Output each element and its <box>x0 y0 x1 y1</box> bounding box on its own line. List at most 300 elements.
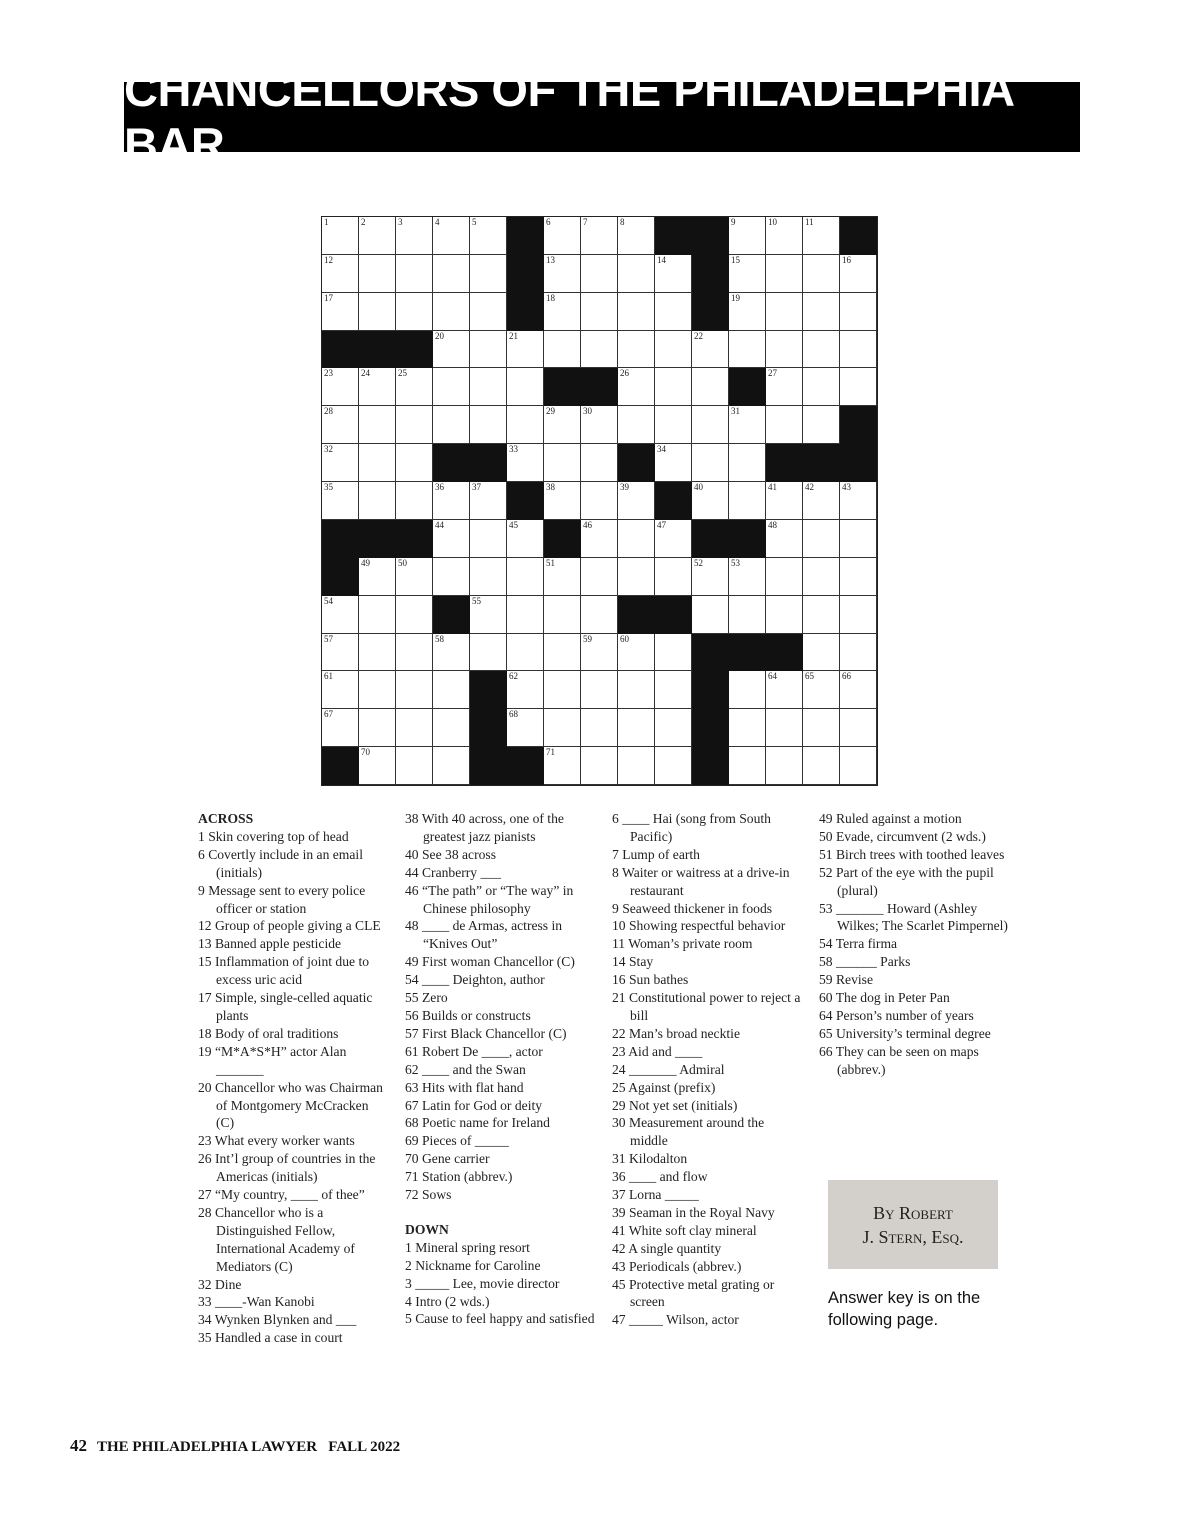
grid-cell[interactable] <box>359 482 396 520</box>
grid-cell[interactable] <box>729 444 766 482</box>
grid-cell[interactable] <box>655 634 692 672</box>
answer-key-note: Answer key is on the following page. <box>828 1289 981 1329</box>
black-square <box>655 596 692 634</box>
grid-cell[interactable] <box>766 217 803 255</box>
grid-cell[interactable] <box>544 709 581 747</box>
crossword-grid <box>321 216 878 786</box>
grid-cell[interactable] <box>729 293 766 331</box>
grid-cell[interactable] <box>544 482 581 520</box>
grid-cell[interactable] <box>729 709 766 747</box>
grid-cell[interactable] <box>544 634 581 672</box>
grid-cell[interactable] <box>507 671 544 709</box>
clue-number: 60 <box>620 633 629 644</box>
grid-cell[interactable] <box>359 709 396 747</box>
grid-cell[interactable] <box>655 709 692 747</box>
black-square <box>322 331 359 369</box>
black-square <box>692 217 729 255</box>
grid-cell[interactable] <box>766 331 803 369</box>
grid-cell[interactable] <box>618 709 655 747</box>
grid-cell[interactable] <box>359 747 396 785</box>
grid-cell[interactable] <box>396 709 433 747</box>
grid-cell[interactable] <box>581 709 618 747</box>
grid-cell[interactable] <box>433 709 470 747</box>
grid-cell[interactable] <box>803 596 840 634</box>
grid-cell[interactable] <box>581 596 618 634</box>
clue: 61 Robert De ____, actor <box>405 1043 543 1059</box>
clue-number: 62 <box>509 671 518 682</box>
grid-cell[interactable] <box>766 482 803 520</box>
grid-cell[interactable] <box>581 255 618 293</box>
clue-number: 46 <box>583 519 592 530</box>
clue-number: 57 <box>324 633 333 644</box>
clue: 18 Body of oral traditions <box>198 1025 339 1041</box>
clue-number: 4 <box>435 217 440 227</box>
grid-cell[interactable] <box>840 596 877 634</box>
clue: 9 Message sent to every police officer or station <box>198 882 366 916</box>
grid-cell[interactable] <box>803 747 840 785</box>
black-square <box>470 747 507 785</box>
grid-cell[interactable] <box>803 558 840 596</box>
grid-cell[interactable] <box>655 406 692 444</box>
grid-cell[interactable] <box>618 368 655 406</box>
black-square <box>840 217 877 255</box>
grid-cell[interactable] <box>433 482 470 520</box>
grid-cell[interactable] <box>692 596 729 634</box>
grid-cell[interactable] <box>840 634 877 672</box>
grid-cell[interactable] <box>655 444 692 482</box>
clue: 56 Builds or constructs <box>405 1007 531 1023</box>
grid-cell[interactable] <box>766 520 803 558</box>
grid-cell[interactable] <box>322 444 359 482</box>
grid-cell[interactable] <box>544 444 581 482</box>
grid-cell[interactable] <box>655 558 692 596</box>
grid-cell[interactable] <box>359 217 396 255</box>
grid-cell[interactable] <box>470 520 507 558</box>
grid-cell[interactable] <box>433 331 470 369</box>
black-square <box>470 671 507 709</box>
grid-cell[interactable] <box>766 255 803 293</box>
grid-cell[interactable] <box>322 634 359 672</box>
clue-number: 48 <box>768 519 777 530</box>
grid-cell[interactable] <box>322 709 359 747</box>
clue-number: 44 <box>435 519 444 530</box>
clue-number: 24 <box>361 368 370 379</box>
grid-cell[interactable] <box>840 368 877 406</box>
black-square <box>507 217 544 255</box>
clue-number: 66 <box>842 671 851 682</box>
grid-cell[interactable] <box>544 406 581 444</box>
grid-cell[interactable] <box>803 520 840 558</box>
grid-cell[interactable] <box>396 217 433 255</box>
grid-cell[interactable] <box>470 482 507 520</box>
grid-cell[interactable] <box>766 671 803 709</box>
grid-cell[interactable] <box>618 671 655 709</box>
clue: 31 Kilodalton <box>612 1151 688 1167</box>
grid-cell[interactable] <box>692 406 729 444</box>
grid-cell[interactable] <box>581 482 618 520</box>
grid-cell[interactable] <box>803 634 840 672</box>
grid-cell[interactable] <box>729 596 766 634</box>
grid-cell[interactable] <box>581 331 618 369</box>
grid-cell[interactable] <box>433 671 470 709</box>
grid-cell[interactable] <box>433 217 470 255</box>
black-square <box>766 444 803 482</box>
grid-cell[interactable] <box>470 368 507 406</box>
clue-number: 17 <box>324 292 333 303</box>
grid-cell[interactable] <box>618 634 655 672</box>
clue: 72 Sows <box>405 1187 452 1203</box>
grid-cell[interactable] <box>507 596 544 634</box>
grid-cell[interactable] <box>729 482 766 520</box>
black-square <box>618 596 655 634</box>
grid-cell[interactable] <box>359 671 396 709</box>
grid-cell[interactable] <box>803 482 840 520</box>
grid-cell[interactable] <box>766 558 803 596</box>
grid-cell[interactable] <box>396 444 433 482</box>
grid-cell[interactable] <box>803 406 840 444</box>
grid-cell[interactable] <box>803 293 840 331</box>
black-square <box>729 520 766 558</box>
black-square <box>692 520 729 558</box>
grid-cell[interactable] <box>359 634 396 672</box>
grid-cell[interactable] <box>692 331 729 369</box>
grid-cell[interactable] <box>433 747 470 785</box>
clue: 36 ____ and flow <box>612 1169 708 1185</box>
grid-cell[interactable] <box>581 671 618 709</box>
clue: 37 Lorna _____ <box>612 1187 699 1203</box>
grid-cell[interactable] <box>396 482 433 520</box>
clue-number: 18 <box>546 292 555 303</box>
clue-number: 51 <box>546 557 555 568</box>
grid-cell[interactable] <box>359 444 396 482</box>
grid-cell[interactable] <box>618 482 655 520</box>
grid-cell[interactable] <box>470 406 507 444</box>
clue: 2 Nickname for Caroline <box>405 1257 541 1273</box>
grid-cell[interactable] <box>470 293 507 331</box>
grid-cell[interactable] <box>507 634 544 672</box>
clue: 27 “My country, ____ of thee” <box>198 1187 365 1203</box>
clue-number: 37 <box>472 482 481 493</box>
grid-cell[interactable] <box>840 709 877 747</box>
grid-cell[interactable] <box>840 331 877 369</box>
clue: 4 Intro (2 wds.) <box>405 1293 490 1309</box>
page-title: CHANCELLORS OF THE PHILADELPHIA BAR <box>124 82 1080 152</box>
grid-cell[interactable] <box>729 406 766 444</box>
grid-cell[interactable] <box>581 634 618 672</box>
grid-cell[interactable] <box>766 596 803 634</box>
grid-cell[interactable] <box>544 217 581 255</box>
grid-cell[interactable] <box>322 368 359 406</box>
grid-cell[interactable] <box>729 747 766 785</box>
clue-number: 34 <box>657 444 666 455</box>
grid-cell[interactable] <box>618 747 655 785</box>
clue: 53 _______ Howard (Ashley Wilkes; The Scarlet Pimpernel) <box>819 900 1008 934</box>
grid-cell[interactable] <box>729 217 766 255</box>
clue: 21 Constitutional power to reject a bill <box>612 990 801 1023</box>
grid-cell[interactable] <box>618 520 655 558</box>
grid-cell[interactable] <box>507 368 544 406</box>
grid-cell[interactable] <box>655 368 692 406</box>
grid-cell[interactable] <box>396 596 433 634</box>
clue: 7 Lump of earth <box>612 846 700 862</box>
clue: 41 White soft clay mineral <box>612 1222 757 1238</box>
clue-number: 41 <box>768 482 777 493</box>
grid-cell[interactable] <box>803 709 840 747</box>
grid-cell[interactable] <box>729 255 766 293</box>
black-square <box>433 444 470 482</box>
grid-cell[interactable] <box>655 331 692 369</box>
grid-cell[interactable] <box>322 596 359 634</box>
grid-cell[interactable] <box>433 406 470 444</box>
clue: 42 A single quantity <box>612 1240 722 1256</box>
grid-cell[interactable] <box>544 596 581 634</box>
byline-box <box>828 1180 998 1269</box>
grid-cell[interactable] <box>581 406 618 444</box>
grid-cell[interactable] <box>803 331 840 369</box>
grid-cell[interactable] <box>803 671 840 709</box>
black-square <box>655 217 692 255</box>
grid-cell[interactable] <box>396 255 433 293</box>
clue: 50 Evade, circumvent (2 wds.) <box>819 828 986 844</box>
grid-cell[interactable] <box>470 634 507 672</box>
grid-cell[interactable] <box>581 747 618 785</box>
grid-cell[interactable] <box>470 217 507 255</box>
grid-cell[interactable] <box>470 558 507 596</box>
grid-cell[interactable] <box>544 331 581 369</box>
grid-cell[interactable] <box>766 406 803 444</box>
grid-cell[interactable] <box>322 671 359 709</box>
grid-cell[interactable] <box>618 255 655 293</box>
grid-cell[interactable] <box>544 293 581 331</box>
grid-cell[interactable] <box>766 709 803 747</box>
grid-cell[interactable] <box>655 293 692 331</box>
clue-number: 68 <box>509 709 518 720</box>
clue: 64 Person’s number of years <box>819 1007 974 1023</box>
grid-cell[interactable] <box>507 558 544 596</box>
black-square <box>322 747 359 785</box>
grid-cell[interactable] <box>766 293 803 331</box>
clue: 63 Hits with flat hand <box>405 1079 524 1095</box>
clue-number: 1 <box>324 217 329 227</box>
grid-cell[interactable] <box>692 368 729 406</box>
grid-cell[interactable] <box>729 671 766 709</box>
grid-cell[interactable] <box>618 558 655 596</box>
clue: 13 Banned apple pesticide <box>198 936 342 952</box>
clue-number: 16 <box>842 254 851 265</box>
grid-cell[interactable] <box>840 747 877 785</box>
clue-number: 36 <box>435 482 444 493</box>
clue: 55 Zero <box>405 990 448 1006</box>
grid-cell[interactable] <box>803 368 840 406</box>
grid-cell[interactable] <box>581 217 618 255</box>
grid-cell[interactable] <box>322 293 359 331</box>
clue-number: 11 <box>805 217 814 227</box>
grid-cell[interactable] <box>507 520 544 558</box>
clue: 39 Seaman in the Royal Navy <box>612 1204 775 1220</box>
grid-cell[interactable] <box>766 747 803 785</box>
grid-cell[interactable] <box>433 368 470 406</box>
grid-cell[interactable] <box>396 368 433 406</box>
black-square <box>507 293 544 331</box>
grid-cell[interactable] <box>470 596 507 634</box>
grid-cell[interactable] <box>729 331 766 369</box>
clue-number: 7 <box>583 217 588 227</box>
black-square <box>692 671 729 709</box>
clue: 16 Sun bathes <box>612 972 689 988</box>
black-square <box>692 255 729 293</box>
grid-cell[interactable] <box>396 558 433 596</box>
clue-number: 5 <box>472 217 477 227</box>
grid-cell[interactable] <box>544 671 581 709</box>
clue-number: 25 <box>398 368 407 379</box>
grid-cell[interactable] <box>581 558 618 596</box>
grid-cell[interactable] <box>581 520 618 558</box>
grid-cell[interactable] <box>470 255 507 293</box>
clue-column-1 <box>198 810 388 1347</box>
grid-cell[interactable] <box>618 293 655 331</box>
grid-cell[interactable] <box>433 558 470 596</box>
clue-number: 42 <box>805 482 814 493</box>
clue: 68 Poetic name for Ireland <box>405 1115 550 1131</box>
grid-cell[interactable] <box>359 368 396 406</box>
clue: 67 Latin for God or deity <box>405 1097 543 1113</box>
grid-cell[interactable] <box>359 406 396 444</box>
clue-number: 14 <box>657 254 666 265</box>
grid-cell[interactable] <box>840 671 877 709</box>
grid-cell[interactable] <box>840 520 877 558</box>
grid-cell[interactable] <box>840 255 877 293</box>
black-square <box>692 709 729 747</box>
clue: 25 Against (prefix) <box>612 1079 716 1095</box>
grid-cell[interactable] <box>359 255 396 293</box>
black-square <box>470 444 507 482</box>
grid-cell[interactable] <box>618 331 655 369</box>
black-square <box>840 444 877 482</box>
grid-cell[interactable] <box>433 634 470 672</box>
byline-line-1: By Robert <box>873 1202 953 1223</box>
page-number: 42 <box>70 1436 87 1455</box>
grid-cell[interactable] <box>655 255 692 293</box>
clue: 49 Ruled against a motion <box>819 811 962 826</box>
grid-cell[interactable] <box>655 747 692 785</box>
black-square <box>433 596 470 634</box>
grid-cell[interactable] <box>655 671 692 709</box>
grid-cell[interactable] <box>618 217 655 255</box>
black-square <box>618 444 655 482</box>
grid-cell[interactable] <box>359 293 396 331</box>
grid-cell[interactable] <box>692 558 729 596</box>
grid-cell[interactable] <box>692 482 729 520</box>
clue-number: 45 <box>509 519 518 530</box>
clue-number: 50 <box>398 557 407 568</box>
grid-cell[interactable] <box>544 747 581 785</box>
clue-number: 67 <box>324 709 333 720</box>
black-square <box>581 368 618 406</box>
grid-cell[interactable] <box>322 482 359 520</box>
grid-cell[interactable] <box>766 368 803 406</box>
clue-number: 38 <box>546 482 555 493</box>
clue: 71 Station (abbrev.) <box>405 1169 513 1185</box>
clue: 30 Measurement around the middle <box>612 1115 765 1149</box>
grid-cell[interactable] <box>396 747 433 785</box>
grid-cell[interactable] <box>322 255 359 293</box>
clue-number: 55 <box>472 595 481 606</box>
black-square <box>359 520 396 558</box>
grid-cell[interactable] <box>322 406 359 444</box>
clue: 48 ____ de Armas, actress in “Knives Out” <box>405 918 563 952</box>
clue: 22 Man’s broad necktie <box>612 1025 740 1041</box>
grid-cell[interactable] <box>507 406 544 444</box>
black-square <box>655 482 692 520</box>
black-square <box>692 634 729 672</box>
grid-cell[interactable] <box>581 444 618 482</box>
grid-cell[interactable] <box>544 558 581 596</box>
grid-cell[interactable] <box>433 293 470 331</box>
grid-cell[interactable] <box>359 596 396 634</box>
clue-number: 9 <box>731 217 736 227</box>
grid-cell[interactable] <box>803 255 840 293</box>
black-square <box>507 482 544 520</box>
grid-cell[interactable] <box>470 331 507 369</box>
grid-cell[interactable] <box>507 331 544 369</box>
clue-number: 29 <box>546 406 555 417</box>
grid-cell[interactable] <box>396 671 433 709</box>
black-square <box>766 634 803 672</box>
clue: 34 Wynken Blynken and ___ <box>198 1312 357 1328</box>
clue-number: 40 <box>694 482 703 493</box>
black-square <box>359 331 396 369</box>
clue: 8 Waiter or waitress at a drive-in restaurant <box>612 864 790 898</box>
clue: 52 Part of the eye with the pupil (plural) <box>819 864 994 898</box>
grid-cell[interactable] <box>840 558 877 596</box>
clue-number: 33 <box>509 444 518 455</box>
clue: 70 Gene carrier <box>405 1151 490 1167</box>
grid-cell[interactable] <box>507 709 544 747</box>
grid-cell[interactable] <box>840 482 877 520</box>
grid-cell[interactable] <box>359 558 396 596</box>
grid-cell[interactable] <box>544 255 581 293</box>
clue: 6 ____ Hai (song from South Pacific) <box>612 811 771 844</box>
clue: 1 Skin covering top of head <box>198 828 349 844</box>
byline-line-2: J. Stern, Esq. <box>862 1226 964 1247</box>
grid-cell[interactable] <box>803 217 840 255</box>
grid-cell[interactable] <box>433 520 470 558</box>
grid-cell[interactable] <box>840 293 877 331</box>
grid-cell[interactable] <box>322 217 359 255</box>
grid-cell[interactable] <box>396 406 433 444</box>
grid-cell[interactable] <box>692 444 729 482</box>
grid-cell[interactable] <box>433 255 470 293</box>
clue-number: 22 <box>694 330 703 341</box>
clue: 54 Terra firma <box>819 936 898 952</box>
clue-number: 19 <box>731 292 740 303</box>
grid-cell[interactable] <box>396 634 433 672</box>
clue-column-2 <box>405 810 597 1328</box>
across-heading: ACROSS <box>198 811 254 826</box>
grid-cell[interactable] <box>396 293 433 331</box>
grid-cell[interactable] <box>581 293 618 331</box>
clue-number: 15 <box>731 254 740 265</box>
clue-number: 31 <box>731 406 740 417</box>
black-square <box>692 747 729 785</box>
grid-cell[interactable] <box>507 444 544 482</box>
grid-cell[interactable] <box>729 558 766 596</box>
black-square <box>470 709 507 747</box>
clue: 57 First Black Chancellor (C) <box>405 1025 567 1041</box>
black-square <box>396 520 433 558</box>
grid-cell[interactable] <box>655 520 692 558</box>
grid-cell[interactable] <box>618 406 655 444</box>
